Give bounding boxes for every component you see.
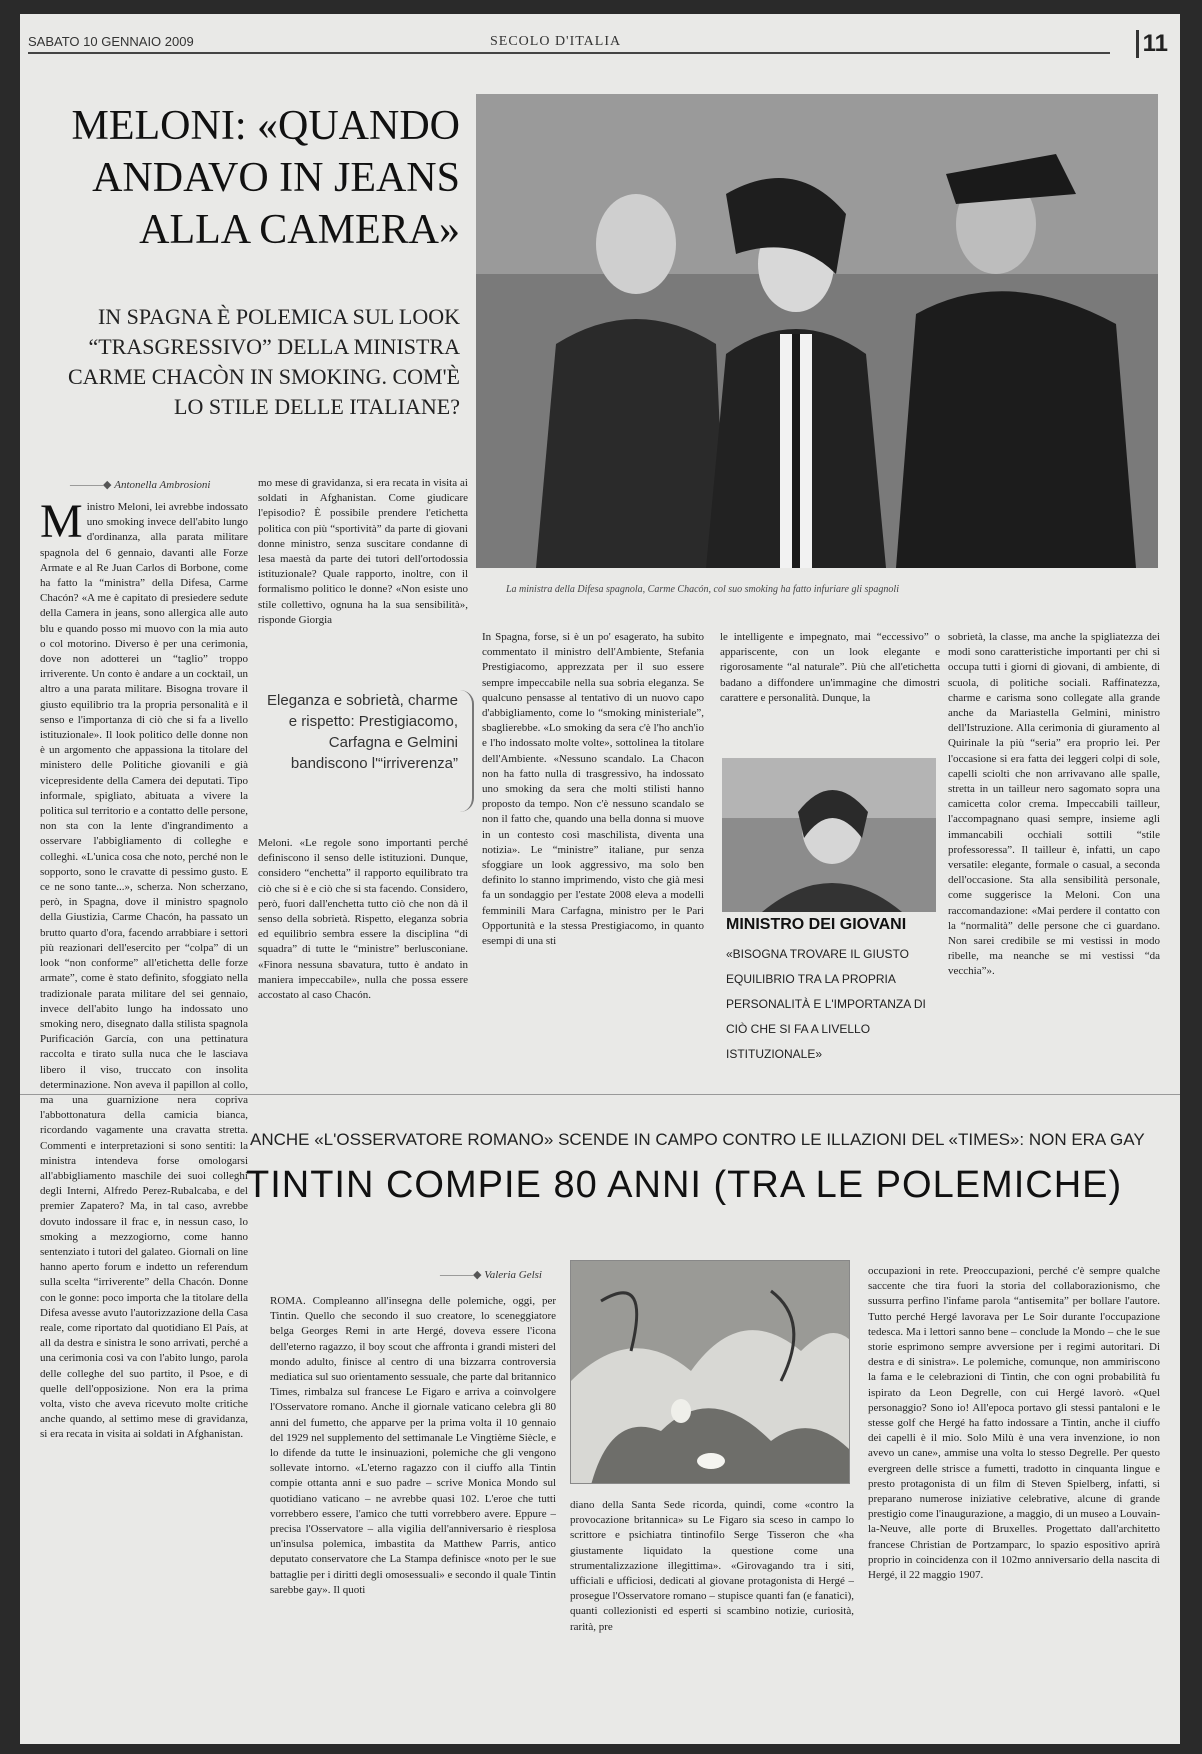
tintin-kicker: ANCHE «L'OSSERVATORE ROMANO» SCENDE IN CAMPO CONTRO LE ILLAZIONI DEL «TIMES»: NON ERA GAY	[250, 1130, 1145, 1149]
box-quote: «BISOGNA TROVARE IL GIUSTO EQUILIBRIO TRA LA PROPRIA PERSONALITÀ E L'IMPORTANZA DI CIÒ CHE SI FA A LIVELLO ISTITUZIONALE»	[726, 947, 926, 1061]
newspaper-name: SECOLO D'ITALIA	[490, 34, 622, 49]
tintin-title: TINTIN COMPIE 80 ANNI (TRA LE POLEMICHE)	[246, 1164, 1123, 1206]
tintin-column-2	[570, 1498, 854, 1740]
article-column-3	[482, 630, 704, 1086]
column-text: le intelligente e impegnato, mai “eccessivo” o appariscente, con un look elegante e rigorosamente “al naturale”. Più che all'etichetta badano a diffondere un'immagine che dimostri carattere e personalità. Dunque, la	[720, 631, 940, 704]
tintin-comic-drawing	[571, 1261, 850, 1484]
tintin-column-3	[868, 1264, 1160, 1740]
tintin-byline: ———◆ Valeria Gelsi	[440, 1268, 542, 1281]
header-rule	[28, 52, 1110, 54]
column-text: sobrietà, la classe, ma anche la spigliatezza dei modi sono caratteristiche importanti per chi si occupa tutti i giorni di giovani, di ambiente, di scuola, di politiche sociali. Raffinatezza, charme e carisma sono collegate alla grande anche da Mariastella Gelmini, ministro dell'Istruzione. Alla cerimonia di giuramento al Quirinale la più “seria” era proprio lei. Per l'occasione si era fatta dei leggeri colpi di sole, capelli sciolti che non arrivavano alle spalle, stretta in un tailleur nero sagomato sopra una camicetta color crema. Impeccabili tailleur, l'accompagnano quasi sempre, insieme agli immancabili occhiali sottili “stile professoressa”. Il tailleur è, infatti, un capo versatile: elegante, formale o casual, a seconda dell'occasione. Sta alla sensibilità personale, come suggerisce la Meloni. Con una raccomandazione: «Mai perdere il contatto con la “normalità” delle persone che ci guardano. Non sarei credibile se mi vestissi in modo ribelle, ma neanche se mi vestissi “da vecchia”».	[948, 631, 1160, 978]
column-text: mo mese di gravidanza, si era recata in visita ai soldati in Afghanistan. Come giudicare l'episodio? È possibile prendere l'etichetta politica con più “sportività” da parte di giovani donne ministro, senza suscitare condanne di lesa maestà da parte dei tutori dell'ortodossia istituzionale? Quale rapporto, inoltre, con il formalismo politico le donne? «Non esiste uno stile collettivo, ognuna ha la sua sensibilità», risponde Giorgia	[258, 477, 468, 626]
ministers-photo-illustration	[476, 94, 1158, 568]
drop-cap: M	[40, 500, 83, 548]
column-text: diano della Santa Sede ricorda, quindi, come «contro la provocazione britannica» su Le Figaro sia sceso in campo lo scrittore e psichiatra tintinofilo Serge Tisseron che «ha giustamente liquidato la questione come una strumentalizzazione illegittima». «Girovagando tra i siti, ufficiali e ufficiosi, dedicati al giovane protagonista di Hergé – prosegue l'Osservatore romano – stupisce quanti fan (e fanatici), quanti collezionisti ed esperti si scambino notizie, curiosità, rarità, pre	[570, 1499, 854, 1633]
section-divider	[20, 1094, 1180, 1095]
minister-portrait-illustration	[722, 758, 936, 912]
ministers-photo	[476, 94, 1158, 568]
article-column-1	[40, 500, 248, 1740]
photo-caption: La ministra della Difesa spagnola, Carme Chacón, col suo smoking ha fatto infuriare gli spagnoli	[506, 584, 899, 595]
article-subhead: IN SPAGNA È POLEMICA SUL LOOK “TRASGRESSIVO” DELLA MINISTRA CARME CHACÒN IN SMOKING. COM'È LO STILE DELLE ITALIANE?	[67, 304, 460, 419]
tintin-column-1	[270, 1294, 556, 1740]
article-column-5	[948, 630, 1160, 1086]
column-text: inistro Meloni, lei avrebbe indossato uno smoking invece dell'abito lungo d'ordinanza, alla parata militare spagnola del 6 gennaio, davanti alle Forze Armate e al Re Juan Carlos di Borbone, come ha fatto la “ministra” della Difesa, Carme Chacón? «A me è capitato di presiedere sedute della Camera in jeans, sono allergica alle auto blu e quando posso mi muovo con la mia auto o col motorino. Diverso è per una cerimonia, dove non adotterei un “taglio” troppo irriverente. Un conto è andare a un cocktail, un altro a una parata militare. Bisogna trovare il giusto equilibrio tra la propria personalità e il senso e l'importanza di ciò che si fa a livello istituzionale». Il look politico delle donne non è un argomento che appassiona la titolare del ministero delle Politiche giovanili e già vicepresidente della Camera dei deputati. Tipo informale, spigliato, abituata a vivere la politica sul territorio e a contatto delle persone, non sta con la lente d'ingrandimento a osservare l'abbigliamento di colleghe e colleghi. «L'unica cosa che noto, perché non le sopporto, sono le cravatte di pessimo gusto. E ce ne sono tante...», scherza. Non scherzano, però, in Spagna, dove il ministro spagnolo della Giustizia, Carme Chacón, ha passato un brutto quarto d'ora, facendo arrabbiare i settori più reazionari dell'esercito per “colpa” di un look “non conforme” all'etichetta delle forze armate”, come è stato definito, sfoggiato nella tradizionale parata militare del sei gennaio, invece dell'abito lungo ha indossato uno smoking nero, disegnato dalla stilista spagnola Purificación García, con una pettinatura raccolta e tirato sulla nuca che le lasciava libero il viso, truccato con insolita determinazione. Non aveva il papillon al collo, ma una guarnizione nera copriva l'abbottonatura della camicia bianca, ricordando vagamente una cravatta stretta. Commenti e interpretazioni si sono sentiti: la ministra intendeva forse omologarsi all'abbigliamento maschile dei suoi colleghi degli Interni, Alfredo Perez-Rubalcaba, e del premier Zapatero? Ma, in tal caso, avrebbe dovuto indossare il frac e, in nessun caso, lo smoking a mezzogiorno, come hanno sentenziato i tutori del galateo. Giornali on line hanno aperto forum e indetto un referendum sulla scelta “irriverente” della Chacón. Donne con le gonne: poco importa che la titolare della Difesa avesse avuto l'autorizzazione della Casa reale, come riportato dal quotidiano El País, at all da destra e sinistra le sono arrivati, perché a una cerimonia così va con l'abito lungo, parola delle colleghe del suo partito, il Psoe, e di quelle dell'opposizione. Non era la prima volta, visto che aveva ricevuto molte critiche anche quando, al settimo mese di gravidanza, si era recata in visita ai soldati in Afghanistan.	[40, 501, 248, 1441]
article-byline: ———◆ Antonella Ambrosioni	[70, 478, 210, 491]
column-text: ROMA. Compleanno all'insegna delle polemiche, oggi, per Tintin. Quello che secondo il suo creatore, lo sceneggiatore belga Georges Remi in arte Hergé, doveva essere l'icona dell'eterno ragazzo, il boy scout che affronta i grandi misteri del mondo adulto, finisce al centro di una bizzarra controversia mediatica sul suo orientamento sessuale, che parte dal britannico Times, rimbalza sul francese Le Figaro e arriva a coinvolgere l'Osservatore romano. Anche il giornale vaticano celebra gli 80 anni del fumetto, che apparve per la prima volta il 10 gennaio del 1929 nel supplemento del settimanale Le Vingtième Siècle, e lo difende da tutte le insinuazioni, polemiche che gli vengono sollevate intorno. «L'eterno ragazzo con il ciuffo alla Tintin compie ottanta anni e suo padre – scrive Monica Mondo sul quotidiano vaticano – ne avrebbe quasi 102. L'eroe che tutti vorrebbero essere, l'amico che tutti vorrebbero avere. Eppure – precisa l'Osservatore – alla vigilia dell'anniversario è riesplosa un'insulsa polemica, imbastita da Matthew Parris, antico deputato conservatore che La Stampa definisce «noto per le sue battaglie per i diritti degli omosessuali» e secondo il quale Tintin sarebbe gay». Il quoti	[270, 1295, 556, 1596]
newspaper-page	[20, 14, 1180, 1744]
pull-quote-brace	[460, 690, 474, 812]
tintin-illustration	[570, 1260, 850, 1484]
article-column-2-bottom	[258, 836, 468, 1086]
issue-date: SABATO 10 GENNAIO 2009	[28, 34, 194, 49]
article-column-2-top	[258, 476, 468, 670]
minister-portrait	[722, 758, 936, 912]
column-text: In Spagna, forse, si è un po' esagerato, ha subito commentato il ministro dell'Ambiente, Stefania Prestigiacomo, apprezzata per il suo essere sempre impeccabile nella sua sobria eleganza. Se qualcuno pensasse al tentativo di un nuovo capo d'abbigliamento, come lo “smoking ministeriale”, sbaglierebbe. «Lo smoking da sera c'è l'ho anch'io e l'ho indossato molte volte», sottolinea la titolare dell'Ambiente. «Nessuno scandalo. La Chacon non ha fatto nulla di trasgressivo, ha indossato uno smoking da sera che molti stilisti hanno proposto da tempo. Non c'è nessuno scandalo se non il fatto che, quando una bella donna si muove in un contesto così maschilista, diventa una notizia». Le “ministre” italiane, pur senza sfoggiare un look aggressivo, ma solo ben definito lo stanno imprimendo, visto che già mesi fa un sondaggio per l'estate 2008 eleva a modelli femminili Mara Carfagna, ministro per le Pari Opportunità e la stessa Prestigiacomo, in quanto esempi di una sti	[482, 631, 704, 948]
page-number: 11	[1136, 30, 1168, 58]
column-text: Meloni. «Le regole sono importanti perché definiscono il senso delle istituzioni. Dunque, considero “enchetta” il rapporto equilibrato tra ciò che si è e ciò che si sta facendo. Considero, però, fuori dall'enchetta tutto ciò che non dà il senso della sobrietà. Rispetto, eleganza sobria ed equilibrio sembra essere la disciplina “di squadra” di tutte le “ministre” berlusconiane. «Finora nessuna sbavatura, tutto è andato in maniera impeccabile», nulla che possa essere accostato al caso Chacón.	[258, 837, 468, 1002]
box-title: MINISTRO DEI GIOVANI	[726, 916, 907, 933]
pull-quote: Eleganza e sobrietà, charme e rispetto: Prestigiacomo, Carfagna e Gelmini bandiscono l'“irriverenza”	[267, 692, 458, 772]
column-text: occupazioni in rete. Preoccupazioni, perché c'è sempre qualche saccente che tira fuori la storia del collaborazionismo, che sussurra perfino l'infame parola “antisemita” per bollare l'autore. Tutto perché Hergé lavorava per Le Soir durante l'occupazione tedesca. Ma i lettori sanno bene – conclude la Mondo – che le sue storie esprimono sempre avversione per i regimi autoritari. Di destra e di sinistra». Le polemiche, comunque, non ammiriscono la fama e le celebrazioni di Tintin, che con ogni probabilità fu ispirato da Leon Degrelle, con cui Hergé lavorò. «Quel personaggio? Sono io! All'epoca portavo gli stessi pantaloni e le stesse golf che Hergé ha fatto indossare a Tintin, anche il ciuffo dei capelli è il mio. Solo Milù è una vera invenzione, io non avevo un cane», ammise una volta lo stesso Degrelle. Per questo evergreen delle strisce a fumetti, tradotto in cinquanta lingue e presto protagonista di un film di Steven Spielberg, infatti, si preparano numerose iniziative celebrative, alcune di grande prestigio come l'inaugurazione, a maggio, di un museo a Louvain-la-Neuve, alle porte di Bruxelles. Progettato dall'architetto francese Christian de Portzamparc, lo spazio espositivo aprirà proprio in coincidenza con il 102mo anniversario della nascita di Hergé, il 22 maggio 1907.	[868, 1265, 1160, 1582]
article-headline: MELONI: «QUANDO ANDAVO IN JEANS ALLA CAMERA»	[71, 103, 460, 253]
article-column-4-top	[720, 630, 940, 740]
